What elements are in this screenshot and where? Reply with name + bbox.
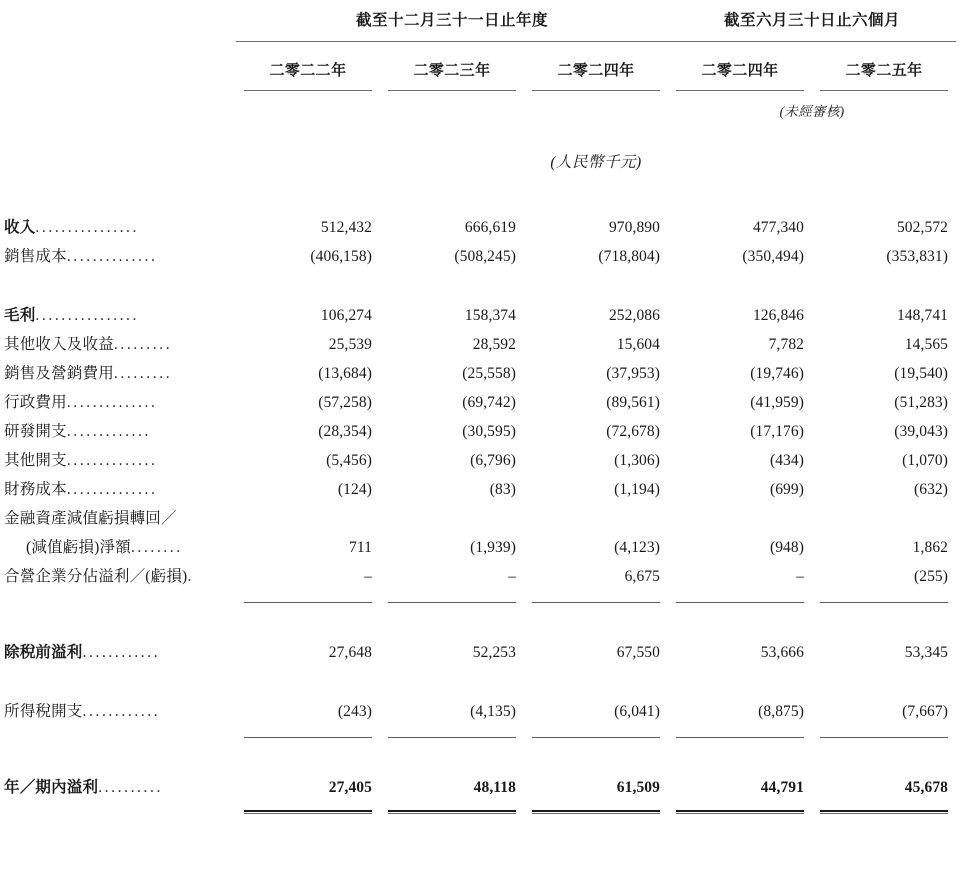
cell-other-expenses-2023: (6,796) (470, 452, 516, 469)
income-statement-table (4, 0, 956, 814)
spacer-before-gross-profit (4, 266, 956, 296)
cell-gross-profit-2024a: 252,086 (608, 307, 661, 324)
currency-unit-note: (人民幣千元) (550, 154, 642, 171)
cell-revenue-2024a: 970,890 (608, 219, 661, 236)
cell-impairment-2023: (1,939) (470, 539, 516, 556)
table-row (4, 441, 956, 470)
group-rule-interim (668, 33, 956, 42)
column-header-2024-annual: 二零二四年 (557, 63, 635, 79)
cell-other-income-2023: 28,592 (472, 336, 516, 353)
currency-unit-blank (4, 124, 236, 178)
rule-profit-2024a (524, 721, 668, 738)
cell-profit-2024i: 44,791 (760, 779, 805, 796)
cell-cost-of-sales-2024i: (350,494) (742, 248, 805, 265)
cell-revenue-2023: 666,619 (464, 219, 516, 236)
header-year-row (4, 42, 956, 84)
row-label-selling-and-marketing-expenses: 銷售及營銷費用......... (4, 365, 173, 382)
header-group-rule-row (4, 33, 956, 42)
dblrule-2023 (380, 797, 524, 814)
cell-other-expenses-2025i: (1,070) (902, 452, 949, 469)
cell-rnd-2024i: (17,176) (750, 423, 805, 440)
cell-finance-costs-2024i: (699) (769, 481, 805, 498)
cell-impairment-2022: 711 (349, 539, 372, 556)
cell-selling-expenses-2024a: (37,953) (606, 365, 661, 382)
row-label-impairment-line1: 金融資產減值虧損轉回／ (4, 510, 177, 527)
row-label-impairment-net: (減值虧損)淨額........ (26, 539, 183, 556)
row-label-profit-before-tax: 除稅前溢利............ (4, 644, 161, 661)
spacer-before-profit-for-period (4, 738, 956, 768)
cell-income-tax-2023: (4,135) (470, 703, 516, 720)
cell-jv-2024a: 6,675 (624, 568, 661, 585)
table-header (4, 0, 956, 178)
cell-income-tax-2022: (243) (337, 703, 372, 720)
cell-impairment-l1-2024a (524, 499, 668, 528)
table-row (4, 528, 956, 557)
cell-jv-2022: – (364, 568, 372, 585)
cell-cost-of-sales-2023: (508,245) (454, 248, 516, 265)
cell-selling-expenses-2025i: (19,540) (894, 365, 949, 382)
cell-income-tax-2024a: (6,041) (614, 703, 661, 720)
header-year-blank (4, 42, 236, 84)
table-row (4, 325, 956, 354)
table-body (4, 178, 956, 814)
cell-selling-expenses-2022: (13,684) (318, 365, 372, 382)
cell-revenue-2025i: 502,572 (896, 219, 949, 236)
cell-revenue-2022: 512,432 (320, 219, 372, 236)
cell-finance-costs-2024a: (1,194) (614, 481, 661, 498)
table-row (4, 354, 956, 383)
audit-note-spacer-1 (236, 91, 380, 124)
row-label-gross-profit: 毛利................ (4, 307, 140, 324)
rule-label-blank-2 (4, 721, 236, 738)
audit-note-spacer-2 (380, 91, 524, 124)
cell-other-income-2024i: 7,782 (768, 336, 805, 353)
table-row (4, 412, 956, 441)
cell-impairment-l1-2022 (236, 499, 380, 528)
row-label-administrative-expenses: 行政費用.............. (4, 394, 158, 411)
column-header-2023: 二零二三年 (413, 63, 491, 79)
row-label-other-income-and-gains: 其他收入及收益......... (4, 336, 173, 353)
row-label-income-tax-expense: 所得稅開支............ (4, 703, 161, 720)
table-row (4, 296, 956, 325)
row-label-research-and-development-expenses: 研發開支............. (4, 423, 151, 440)
spacer-before-income-tax (4, 662, 956, 692)
cell-pretax-2023: 52,253 (472, 644, 516, 661)
table-row (4, 208, 956, 237)
row-label-cost-of-sales: 銷售成本.............. (4, 248, 158, 265)
cell-pretax-2025i: 53,345 (904, 644, 949, 661)
header-group-row (4, 0, 956, 33)
year-rule-2024-interim (668, 84, 812, 91)
grand-total-double-rule (4, 797, 956, 814)
cell-impairment-l1-2025i (812, 499, 956, 528)
cell-gross-profit-2022: 106,274 (320, 307, 372, 324)
year-rule-2022 (236, 84, 380, 91)
group-rule-annual (236, 33, 668, 42)
column-group-annual: 截至十二月三十一日止年度 (356, 12, 549, 29)
year-rule-2025-interim (812, 84, 956, 91)
cell-selling-expenses-2023: (25,558) (462, 365, 516, 382)
cell-jv-2023: – (508, 568, 516, 585)
dblrule-2022 (236, 797, 380, 814)
cell-pretax-2024i: 53,666 (760, 644, 805, 661)
currency-unit-row (4, 124, 956, 178)
row-label-share-of-joint-ventures: 合營企業分佔溢利／(虧損). (4, 568, 194, 585)
cell-impairment-2024a: (4,123) (614, 539, 661, 556)
year-rule-2023 (380, 84, 524, 91)
row-label-finance-costs: 財務成本.............. (4, 481, 158, 498)
cell-profit-2024a: 61,509 (616, 779, 661, 796)
cell-impairment-l1-2024i (668, 499, 812, 528)
cell-admin-expenses-2022: (57,258) (318, 394, 372, 411)
table-row (4, 470, 956, 499)
rule-pretax-2025i (812, 586, 956, 603)
cell-admin-expenses-2024i: (41,959) (750, 394, 805, 411)
cell-cost-of-sales-2024a: (718,804) (598, 248, 661, 265)
row-label-revenue: 收入................ (4, 219, 140, 236)
subtotal-rule-profit (4, 721, 956, 738)
rule-pretax-2024a (524, 586, 668, 603)
cell-rnd-2023: (30,595) (462, 423, 516, 440)
rule-profit-2024i (668, 721, 812, 738)
cell-rnd-2024a: (72,678) (606, 423, 661, 440)
audit-note-blank (4, 91, 236, 124)
cell-jv-2025i: (255) (913, 568, 949, 585)
column-header-2022: 二零二二年 (269, 63, 347, 79)
cell-admin-expenses-2024a: (89,561) (606, 394, 661, 411)
year-rule-2024-annual (524, 84, 668, 91)
cell-profit-2023: 48,118 (473, 779, 516, 796)
cell-gross-profit-2025i: 148,741 (896, 307, 949, 324)
unaudited-note: (未經審核) (779, 104, 845, 119)
cell-profit-2025i: 45,678 (904, 779, 949, 796)
cell-admin-expenses-2025i: (51,283) (894, 394, 949, 411)
cell-cost-of-sales-2022: (406,158) (310, 248, 372, 265)
table-row (4, 383, 956, 412)
cell-pretax-2022: 27,648 (328, 644, 372, 661)
spacer-before-revenue (4, 178, 956, 208)
cell-finance-costs-2022: (124) (337, 481, 372, 498)
cell-impairment-l1-2023 (380, 499, 524, 528)
header-year-rule-row (4, 84, 956, 91)
row-label-other-expenses: 其他開支.............. (4, 452, 158, 469)
cell-income-tax-2025i: (7,667) (902, 703, 949, 720)
table-row (4, 557, 956, 586)
cell-selling-expenses-2024i: (19,746) (750, 365, 805, 382)
cell-income-tax-2024i: (8,875) (758, 703, 805, 720)
cell-rnd-2022: (28,354) (318, 423, 372, 440)
cell-profit-2022: 27,405 (328, 779, 372, 796)
dblrule-2025i (812, 797, 956, 814)
cell-other-expenses-2022: (5,456) (326, 452, 372, 469)
group-rule-blank (4, 33, 236, 42)
cell-impairment-2024i: (948) (769, 539, 805, 556)
rule-profit-2025i (812, 721, 956, 738)
dblrule-label-blank (4, 797, 236, 814)
cell-other-expenses-2024i: (434) (769, 452, 805, 469)
rule-profit-2022 (236, 721, 380, 738)
table-row (4, 237, 956, 266)
cell-jv-2024i: – (796, 568, 805, 585)
cell-gross-profit-2024i: 126,846 (752, 307, 805, 324)
cell-other-income-2025i: 14,565 (904, 336, 949, 353)
spacer-before-pretax-profit (4, 603, 956, 633)
rule-label-blank (4, 586, 236, 603)
column-group-interim: 截至六月三十日止六個月 (724, 12, 901, 29)
table-row (4, 499, 956, 528)
rule-pretax-2022 (236, 586, 380, 603)
column-header-2024-interim: 二零二四年 (701, 63, 779, 79)
table-row (4, 692, 956, 721)
header-audit-note-row (4, 91, 956, 124)
cell-other-income-2022: 25,539 (328, 336, 372, 353)
cell-admin-expenses-2023: (69,742) (462, 394, 516, 411)
dblrule-2024a (524, 797, 668, 814)
cell-pretax-2024a: 67,550 (616, 644, 661, 661)
rule-pretax-2023 (380, 586, 524, 603)
year-rule-blank (4, 84, 236, 91)
cell-other-expenses-2024a: (1,306) (614, 452, 661, 469)
cell-finance-costs-2025i: (632) (913, 481, 949, 498)
cell-impairment-2025i: 1,862 (912, 539, 949, 556)
cell-rnd-2025i: (39,043) (894, 423, 949, 440)
cell-cost-of-sales-2025i: (353,831) (886, 248, 949, 265)
dblrule-2024i (668, 797, 812, 814)
table-row (4, 633, 956, 662)
cell-gross-profit-2023: 158,374 (464, 307, 516, 324)
header-corner-blank (4, 0, 236, 33)
subtotal-rule-pretax (4, 586, 956, 603)
column-header-2025-interim: 二零二五年 (845, 63, 923, 79)
table-row (4, 768, 956, 797)
rule-profit-2023 (380, 721, 524, 738)
audit-note-spacer-3 (524, 91, 668, 124)
cell-revenue-2024i: 477,340 (752, 219, 805, 236)
rule-pretax-2024i (668, 586, 812, 603)
row-label-profit-for-the-year-period: 年／期內溢利.......... (4, 779, 163, 796)
cell-other-income-2024a: 15,604 (616, 336, 661, 353)
cell-finance-costs-2023: (83) (489, 481, 516, 498)
